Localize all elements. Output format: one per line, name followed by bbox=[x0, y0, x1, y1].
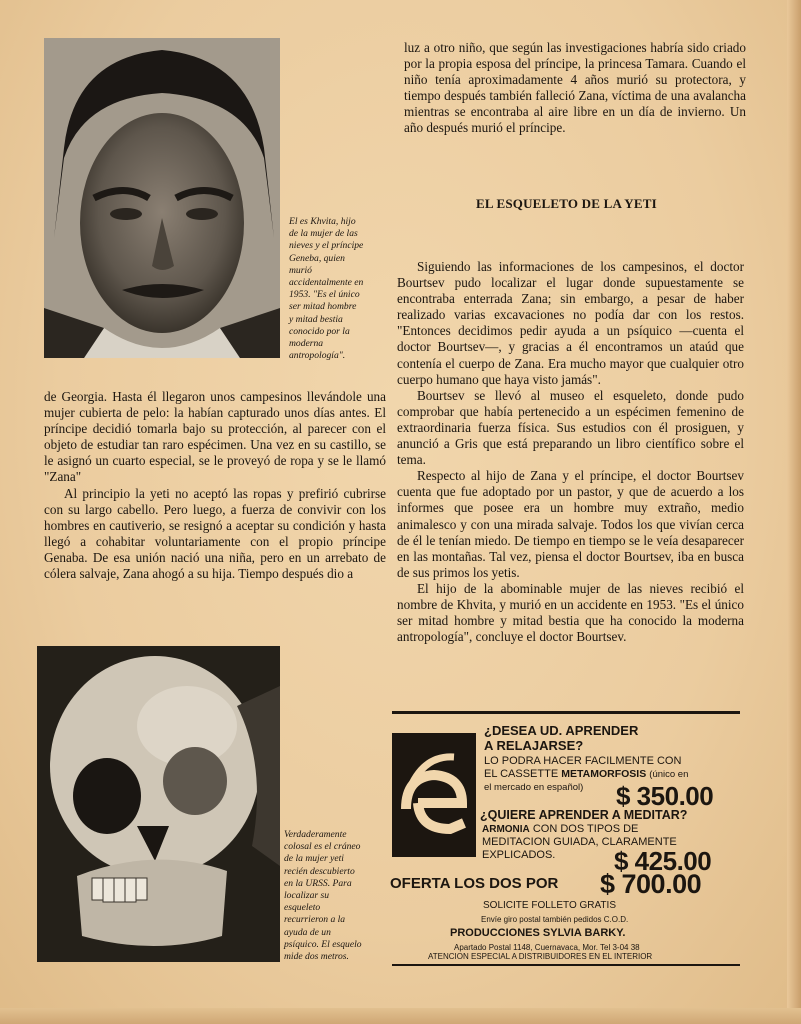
ad-giro: Envíe giro postal también pedidos C.O.D. bbox=[481, 915, 629, 924]
ad-text-fragment: CON DOS TIPOS DE bbox=[532, 823, 639, 835]
skull-caption bbox=[284, 829, 384, 963]
caption-line: localizar su bbox=[284, 890, 330, 902]
caption-line: El es Khvita, hijo bbox=[289, 216, 356, 227]
caption-line: accidentalmente en bbox=[289, 277, 364, 289]
ad-brand-armonia: ARMONIA bbox=[482, 824, 530, 835]
ad-brand-metamorfosis: METAMORFOSIS bbox=[561, 768, 647, 780]
caption-line: ayuda de un bbox=[284, 926, 331, 938]
ad-address: Apartado Postal 1148, Cuernavaca, Mor. Tel 3-04 38 bbox=[454, 943, 640, 952]
caption-line: psíquico. El esquelo bbox=[284, 938, 362, 950]
left-column-text bbox=[44, 389, 386, 582]
caption-line: 1953. "Es el único bbox=[289, 289, 360, 301]
brand-logo-icon bbox=[392, 733, 476, 857]
ad-top-rule bbox=[392, 711, 740, 714]
ad-atencion: ATENCION ESPECIAL A DISTRIBUIDORES EN EL INTERIOR bbox=[428, 952, 653, 961]
caption-line: antropología". bbox=[289, 350, 346, 362]
caption-line: colosal es el cráneo bbox=[284, 841, 361, 853]
caption-line: en la URSS. Para bbox=[284, 877, 352, 889]
ad-text-line bbox=[482, 823, 638, 835]
ad-folleto: SOLICITE FOLLETO GRATIS bbox=[483, 900, 616, 911]
caption-line: y mitad bestia bbox=[289, 313, 343, 325]
caption-line: Geneba, quien bbox=[289, 252, 345, 264]
price-cassette: $ 350.00 bbox=[616, 781, 714, 811]
caption-line: moderna bbox=[289, 338, 324, 350]
paragraph: Respecto al hijo de Zana y el príncipe, el doctor Bourtsev cuenta que fue adoptado por un pastor, y que de acuerdo a los informes que posee era un hombre muy extraño, medio animalesco y con una mirada salvaje. Todos los que vivían cerca de él le tenían miedo. De tiempo en tiempo se le veía desaparecer en las montañas. Tal vez, piensa el doctor Bourtsev, iba en busca de sus primos los yetis. bbox=[397, 468, 744, 580]
price-both: $ 700.00 bbox=[600, 869, 702, 899]
caption-line: murió bbox=[289, 264, 312, 276]
paragraph: Bourtsev se llevó al museo el esqueleto, donde pudo comprobar que había pertenecido a un espécimen femenino de extraordinaria fuerza física. Sus estudios con él prosiguen, y anunció a Gris que está preparando un libro científico sobre el tema. bbox=[397, 387, 744, 468]
ad-producer: PRODUCCIONES SYLVIA BARKY. bbox=[450, 927, 626, 939]
paragraph: Al principio la yeti no aceptó las ropas y prefirió cubrirse con su largo cabello. Pero luego, a fuerza de convivir con los hombres en cautiverio, se resignó a aceptar su condición y hasta llegó a cohabitar voluntariamente con el propio príncipe Genaba. De esa unión nació una niña, pero en un arrebato de cólera salvaje, Zana ahogó a su hija. Tiempo después dio a bbox=[44, 485, 386, 582]
portrait-caption bbox=[289, 216, 389, 362]
ad-question-relax-line2: A RELAJARSE? bbox=[484, 738, 584, 753]
paragraph: luz a otro niño, que según las investigaciones habría sido criado por la propia esposa del príncipe, la princesa Tamara. Cuando el niño tenía aproximadamente 4 años murió su protectora, y tiempo después también falleció Zana, víctima de una avalancha mientras se encontraba al aire libre en un día de invierno. Un año después murió el príncipe. bbox=[404, 40, 746, 136]
caption-line: de la mujer de las bbox=[289, 228, 358, 240]
ad-bottom-rule bbox=[392, 964, 740, 966]
ad-text-fragment: EL CASSETTE bbox=[484, 768, 559, 780]
ad-question-relax-line1: ¿DESEA UD. APRENDER bbox=[484, 723, 639, 738]
ad-text-line: EXPLICADOS. bbox=[482, 849, 556, 861]
caption-line: de la mujer yeti bbox=[284, 853, 344, 865]
caption-line: ser mitad hombre bbox=[289, 301, 357, 313]
page-bottom-edge bbox=[0, 1008, 801, 1024]
paragraph: de Georgia. Hasta él llegaron unos campesinos llevándole una mujer cubierta de pelo: la habían capturado unos días antes. El príncipe decidió tomarla bajo su protección, al parecer con el objeto de estudiar tan raro espécimen. Una vez en su castillo, se le asignó un cuarto especial, se le proveyó de ropa y se le llamó "Zana" bbox=[44, 389, 386, 485]
ad-question-meditate: ¿QUIERE APRENDER A MEDITAR? bbox=[480, 808, 688, 822]
right-column-top-text bbox=[404, 40, 746, 137]
yeti-skull-photo bbox=[37, 646, 280, 962]
ad-text-line bbox=[484, 768, 688, 780]
caption-line: mide dos metros. bbox=[284, 951, 349, 963]
page-edge-shadow bbox=[787, 0, 801, 1024]
caption-line: esqueleto bbox=[284, 902, 321, 914]
caption-line: recurrieron a la bbox=[284, 914, 346, 926]
paragraph: El hijo de la abominable mujer de las nieves recibió el nombre de Khvita, y murió en un accidente en 1953. "Es el único ser mitad hombre y mitad bestia que ha conocido la moderna antropología", concluye el doctor Bourtsev. bbox=[397, 580, 744, 645]
ad-text-line: MEDITACION GUIADA, CLARAMENTE bbox=[482, 836, 677, 848]
cassette-advertisement bbox=[388, 709, 740, 971]
right-column-text bbox=[397, 259, 744, 645]
caption-line: conocido por la bbox=[289, 325, 350, 337]
ad-offer: OFERTA LOS DOS POR bbox=[390, 875, 559, 892]
price-meditation: $ 425.00 bbox=[614, 846, 712, 876]
caption-line: nieves y el príncipe bbox=[289, 240, 364, 252]
caption-line: recién descubierto bbox=[284, 865, 355, 877]
section-heading: EL ESQUELETO DE LA YETI bbox=[476, 196, 657, 211]
khvita-portrait-photo bbox=[44, 38, 280, 358]
paragraph: Siguiendo las informaciones de los campesinos, el doctor Bourtsev pudo localizar el lugar donde supuestamente se encontraba enterrada Zana; sin embargo, a pesar de haber realizado varias excavaciones no podía dar con los restos. "Entonces decidimos pedir ayuda a un psíquico —cuenta el doctor Bourtsev—, y gracias a él encontramos un ataúd que contenía el cuerpo de Zana. Era mucho mayor que cualquier otro cuerpo humano que haya visto jamás". bbox=[397, 259, 744, 387]
ad-text-fragment: (único en bbox=[649, 769, 689, 780]
ad-text-line: LO PODRA HACER FACILMENTE CON bbox=[484, 755, 682, 767]
caption-line: Verdaderamente bbox=[284, 829, 347, 840]
ad-text-line: el mercado en español) bbox=[484, 782, 584, 793]
